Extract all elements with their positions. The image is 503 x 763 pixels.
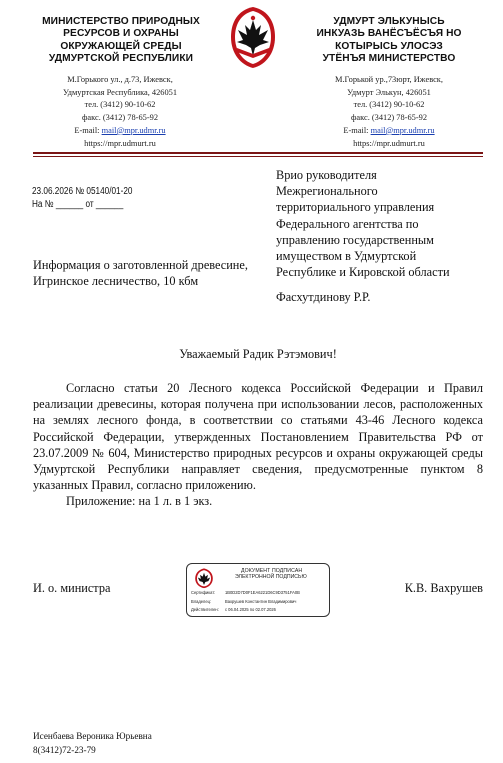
address-line: М.Горькой ур.,73юрт, Ижевск, xyxy=(335,75,443,84)
stamp-owner-value: Вахрушев Константин Владимирович xyxy=(225,599,297,604)
signatory-name: К.В. Вахрушев xyxy=(404,581,483,595)
signatory-position: И. о. министра xyxy=(33,581,111,595)
executor-block xyxy=(33,730,152,757)
addressee-line: управлению государственным xyxy=(276,232,434,247)
stamp-emblem-icon xyxy=(193,567,215,589)
ministry-title-udm-line: УТЁНЪЯ МИНИСТЕРСТВО xyxy=(322,53,456,65)
contacts-udm xyxy=(309,74,469,150)
header-divider-thick xyxy=(33,152,483,154)
ministry-title-udm xyxy=(296,16,482,66)
address-line: Удмурт Элькун, 426051 xyxy=(347,87,431,97)
website-line: https://mpr.udmurt.ru xyxy=(353,138,425,148)
address-line: М.Горького ул., д.73, Ижевск, xyxy=(67,75,173,84)
website-line: https://mpr.udmurt.ru xyxy=(84,138,156,148)
addressee-line: Межрегионального xyxy=(276,184,378,199)
ministry-title-ru-line: РЕСУРСОВ И ОХРАНЫ xyxy=(63,28,179,40)
addressee-name: Фасхутдинову Р.Р. xyxy=(276,290,371,304)
ministry-title-ru-line: МИНИСТЕРСТВО ПРИРОДНЫХ xyxy=(42,16,200,27)
addressee-line: имуществом в Удмуртской xyxy=(276,249,417,264)
ministry-title-udm-line: УДМУРТ ЭЛЬКУНЫСЬ xyxy=(333,16,445,27)
stamp-valid-label: Действителен: xyxy=(191,607,219,612)
stamp-cert-label: Сертификат: xyxy=(191,590,216,595)
stamp-subtitle: ЭЛЕКТРОННОЙ ПОДПИСЬЮ xyxy=(235,574,307,580)
reference-line: На № ______ от ______ xyxy=(32,199,124,210)
address-line: Удмуртская Республика, 426051 xyxy=(62,87,178,97)
document-date-number: 23.06.2026 № 05140/01-20 xyxy=(32,186,133,197)
ministry-title-ru xyxy=(28,16,214,66)
stamp-cert-value: 1B0D2D7D0F1EA6221D6C9D3751FA0B xyxy=(225,590,300,595)
ministry-title-ru-line: УДМУРТСКОЙ РЕСПУБЛИКИ xyxy=(48,53,194,65)
addressee-line: территориального управления xyxy=(276,200,435,215)
registration-block xyxy=(32,185,196,211)
attachment-line: Приложение: на 1 л. в 1 экз. xyxy=(66,494,213,509)
ministry-title-ru-line: ОКРУЖАЮЩЕЙ СРЕДЫ xyxy=(60,40,182,52)
ministry-title-udm-line: КОТЫРЫСЬ УЛОСЭЗ xyxy=(335,40,443,52)
phone-line: тел. (3412) 90-10-62 xyxy=(84,100,156,110)
electronic-signature-stamp xyxy=(186,563,330,617)
header-divider-thin xyxy=(33,156,483,157)
addressee-line: Федерального агентства по xyxy=(276,216,419,231)
greeting: Уважаемый Радик Рэтэмович! xyxy=(179,347,337,361)
ministry-title-udm-line: ИНКУАЗЬ ВАНЁСЪЁСЪЯ НО xyxy=(316,28,462,40)
subject-line: Игринское лесничество, 10 кбм xyxy=(33,274,199,289)
contacts-ru xyxy=(40,74,200,150)
subject-line: Информация о заготовленной древесине, xyxy=(33,258,248,272)
email-line: E-mail: mail@mpr.udmr.ru xyxy=(343,125,435,135)
stamp-valid-value: с 06.04.2025 по 02.07.2026 xyxy=(225,607,276,612)
fax-line: факс. (3412) 78-65-92 xyxy=(350,113,428,123)
phone-line: тел. (3412) 90-10-62 xyxy=(353,100,425,110)
email-line: E-mail: mail@mpr.udmr.ru xyxy=(74,125,166,135)
letter-body xyxy=(33,380,483,510)
subject-block xyxy=(33,257,273,289)
addressee-line: Врио руководителя xyxy=(276,168,377,182)
executor-name: Исенбаева Вероника Юрьевна xyxy=(33,731,152,741)
stamp-title: ДОКУМЕНТ ПОДПИСАН xyxy=(241,568,303,574)
addressee-line: Республике и Кировской области xyxy=(276,265,450,280)
stamp-owner-label: Владелец: xyxy=(191,599,212,604)
addressee-block xyxy=(276,167,486,280)
coat-of-arms-emblem xyxy=(228,4,278,70)
executor-phone: 8(3412)72-23-79 xyxy=(33,744,96,755)
fax-line: факс. (3412) 78-65-92 xyxy=(81,113,159,123)
email-link[interactable]: mail@mpr.udmr.ru xyxy=(101,125,166,135)
body-paragraph: Согласно статьи 20 Лесного кодекса Российской Федерации и Правил реализации древесины, которая получена при использовании лесов, расположенных на землях лесного фонда, в соответствии со статьями 43-46 Лесного кодекса Российской Федерации, утвержденных Постановлением Правительства РФ от 23.07.2009 № 604, Министерство природных ресурсов и охраны окружающей среды Удмуртской Республики направляет сведения, предусмотренные пунктом 8 указанных Правил, согласно приложению. xyxy=(33,381,483,493)
email-link[interactable]: mail@mpr.udmr.ru xyxy=(370,125,435,135)
